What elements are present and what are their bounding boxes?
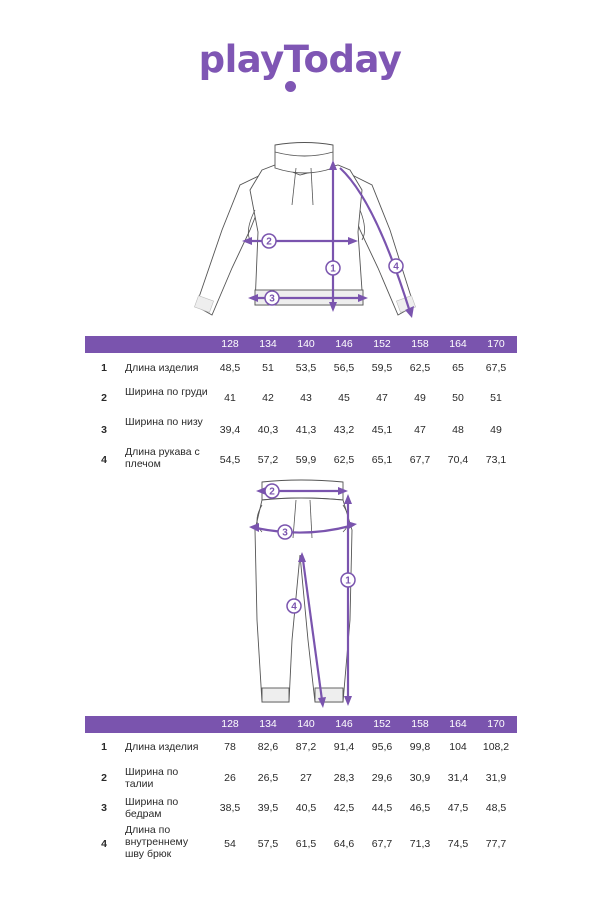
row-number: 1: [101, 362, 107, 374]
size-146: 146: [335, 718, 353, 730]
row-value: 49: [414, 392, 426, 404]
row-number: 2: [101, 772, 107, 784]
row-value: 57,5: [257, 838, 279, 850]
row-label: Длина изделия: [125, 741, 199, 753]
marker-3: 3: [282, 527, 288, 539]
row-label: Ширина по бедрам: [125, 796, 179, 820]
size-140: 140: [297, 718, 315, 730]
sweatshirt-illustration: [0, 138, 600, 320]
row-value: 45: [338, 392, 350, 404]
brand-logo-dot: [285, 81, 296, 92]
row-value: 44,5: [371, 802, 393, 814]
pants-size-table: [85, 716, 517, 860]
row-value: 28,3: [333, 772, 355, 784]
row-value: 61,5: [295, 838, 317, 850]
row-value: 99,8: [409, 741, 431, 753]
row-value: 54: [224, 838, 236, 850]
row-value: 54,5: [219, 454, 241, 466]
row-value: 49: [490, 424, 502, 436]
row-value: 31,9: [485, 772, 507, 784]
row-label: Ширина по талии: [125, 766, 179, 790]
row-value: 59,5: [371, 362, 393, 374]
size-170: 170: [487, 338, 505, 350]
row-value: 51: [490, 392, 502, 404]
row-value: 70,4: [447, 454, 469, 466]
size-134: 134: [259, 338, 277, 350]
size-header-row: [85, 336, 517, 353]
size-164: 164: [449, 718, 467, 730]
row-value: 46,5: [409, 802, 431, 814]
row-value: 71,3: [409, 838, 431, 850]
row-label: Ширина по низу: [125, 416, 203, 428]
row-value: 41: [224, 392, 236, 404]
row-value: 40,5: [295, 802, 317, 814]
size-128: 128: [221, 338, 239, 350]
row-value: 27: [300, 772, 312, 784]
row-value: 38,5: [219, 802, 241, 814]
row-value: 43,2: [333, 424, 355, 436]
size-158: 158: [411, 338, 429, 350]
row-value: 91,4: [333, 741, 355, 753]
row-value: 87,2: [295, 741, 317, 753]
row-value: 48,5: [485, 802, 507, 814]
marker-4: 4: [291, 601, 297, 613]
row-value: 47,5: [447, 802, 469, 814]
row-value: 42,5: [333, 802, 355, 814]
row-value: 53,5: [295, 362, 317, 374]
row-number: 4: [101, 454, 107, 466]
row-value: 47: [414, 424, 426, 436]
row-value: 47: [376, 392, 388, 404]
row-label: Длина по внутреннему шву брюк: [125, 824, 189, 860]
row-value: 65,1: [371, 454, 393, 466]
row-value: 39,5: [257, 802, 279, 814]
row-value: 51: [262, 362, 274, 374]
row-number: 1: [101, 741, 107, 753]
row-value: 29,6: [371, 772, 393, 784]
size-164: 164: [449, 338, 467, 350]
row-value: 57,2: [257, 454, 279, 466]
row-value: 104: [449, 741, 467, 753]
row-number: 3: [101, 802, 107, 814]
row-value: 67,5: [485, 362, 507, 374]
row-value: 62,5: [409, 362, 431, 374]
row-value: 67,7: [409, 454, 431, 466]
row-value: 45,1: [371, 424, 393, 436]
size-134: 134: [259, 718, 277, 730]
row-value: 41,3: [295, 424, 317, 436]
size-128: 128: [221, 718, 239, 730]
row-value: 50: [452, 392, 464, 404]
row-value: 64,6: [333, 838, 355, 850]
row-value: 59,9: [295, 454, 317, 466]
row-value: 40,3: [257, 424, 279, 436]
marker-2: 2: [266, 236, 272, 248]
row-value: 65: [452, 362, 464, 374]
size-header-row: [85, 716, 517, 733]
sweatshirt-size-table: [85, 336, 517, 470]
pants-illustration: [0, 478, 600, 710]
size-170: 170: [487, 718, 505, 730]
row-value: 43: [300, 392, 312, 404]
row-value: 56,5: [333, 362, 355, 374]
marker-3: 3: [269, 293, 275, 305]
row-value: 108,2: [482, 741, 510, 753]
size-152: 152: [373, 718, 391, 730]
row-value: 77,7: [485, 838, 507, 850]
row-value: 39,4: [219, 424, 241, 436]
row-number: 3: [101, 424, 107, 436]
row-value: 48: [452, 424, 464, 436]
row-label: Длина рукава с плечом: [125, 446, 200, 470]
size-140: 140: [297, 338, 315, 350]
marker-2: 2: [269, 486, 275, 498]
size-146: 146: [335, 338, 353, 350]
row-value: 67,7: [371, 838, 393, 850]
row-value: 82,6: [257, 741, 279, 753]
row-number: 4: [101, 838, 107, 850]
row-value: 74,5: [447, 838, 469, 850]
row-value: 95,6: [371, 741, 393, 753]
row-number: 2: [101, 392, 107, 404]
row-label: Ширина по груди: [125, 386, 208, 398]
row-value: 30,9: [409, 772, 431, 784]
row-value: 26,5: [257, 772, 279, 784]
row-value: 26: [224, 772, 236, 784]
row-value: 78: [224, 741, 236, 753]
row-label: Длина изделия: [125, 362, 199, 374]
marker-1: 1: [330, 263, 336, 275]
row-value: 62,5: [333, 454, 355, 466]
size-152: 152: [373, 338, 391, 350]
row-value: 73,1: [485, 454, 507, 466]
row-value: 31,4: [447, 772, 469, 784]
marker-1: 1: [345, 575, 351, 587]
row-value: 48,5: [219, 362, 241, 374]
size-158: 158: [411, 718, 429, 730]
marker-4: 4: [393, 261, 399, 273]
row-value: 42: [262, 392, 274, 404]
brand-logo: playToday: [198, 38, 402, 81]
